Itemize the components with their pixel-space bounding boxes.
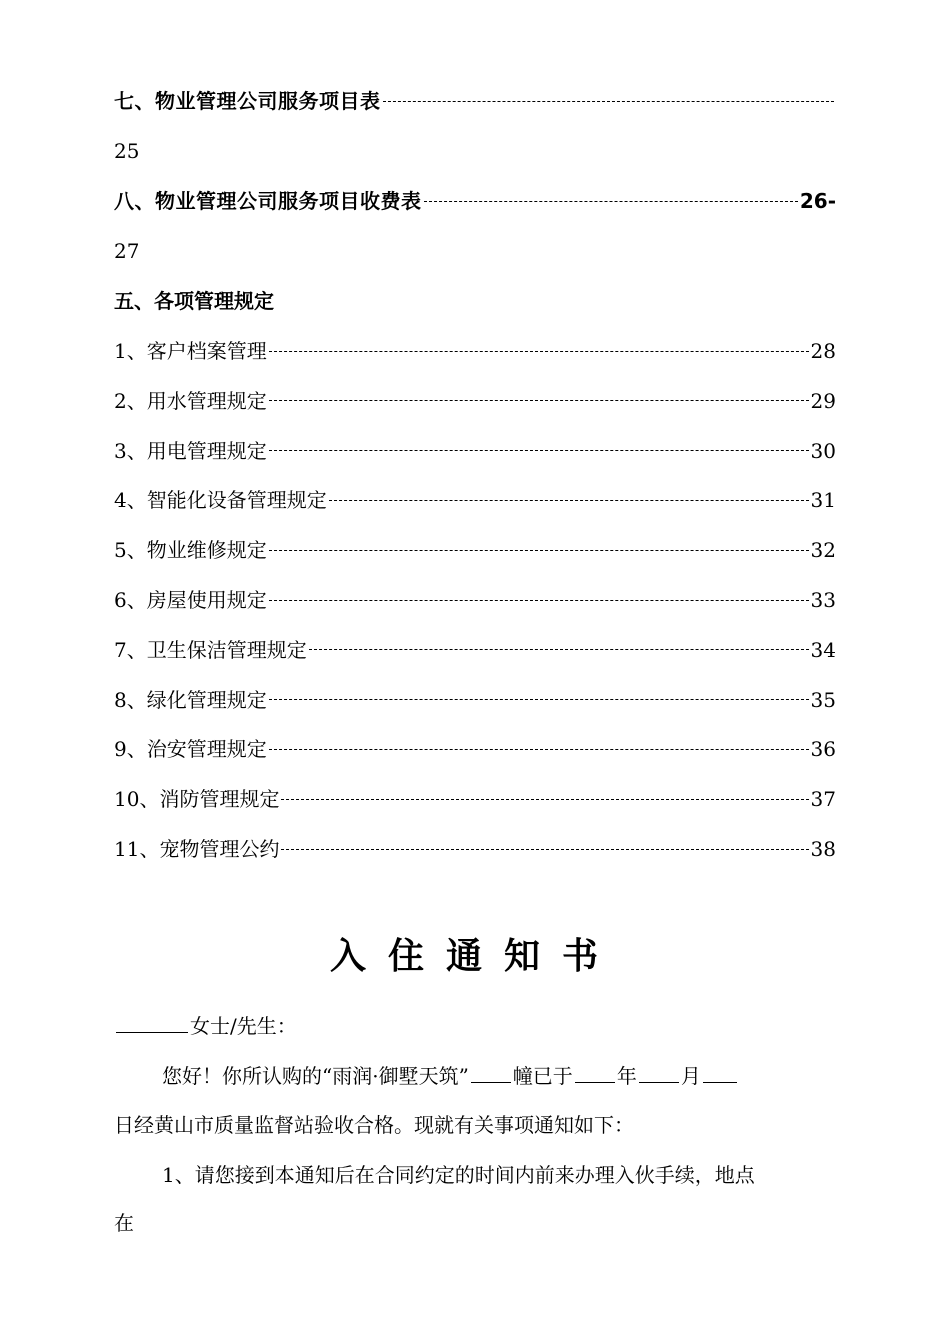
paragraph-1-line-2: 日经黄山市质量监督站验收合格。现就有关事项通知如下： <box>114 1113 634 1137</box>
toc-leader <box>424 201 798 202</box>
toc-label: 6、房屋使用规定 <box>114 588 267 612</box>
toc-leader <box>269 450 809 451</box>
toc-page: 34 <box>810 637 836 662</box>
toc-leader <box>269 600 809 601</box>
text-span: 年 <box>616 1064 637 1088</box>
toc-page: 31 <box>810 488 836 513</box>
toc-leader <box>309 649 809 650</box>
salutation-text: 女士/先生： <box>190 1014 297 1038</box>
toc-leader <box>269 749 809 750</box>
year-blank[interactable] <box>575 1060 615 1083</box>
toc-item[interactable] <box>114 685 836 715</box>
toc-leader <box>329 500 809 501</box>
toc-page: 30 <box>810 438 836 463</box>
toc-page-wrap: 27 <box>114 239 140 263</box>
toc-label: 9、治安管理规定 <box>114 737 267 762</box>
toc-item[interactable] <box>114 585 836 615</box>
toc-label: 10、消防管理规定 <box>114 787 280 812</box>
page-title: 入住通知书 <box>329 936 620 977</box>
toc-page: 26- <box>799 189 836 213</box>
toc-label: 7、卫生保洁管理规定 <box>114 637 307 662</box>
toc-item[interactable] <box>114 436 836 466</box>
toc-label: 11、宠物管理公约 <box>114 837 280 861</box>
toc-item[interactable] <box>114 834 836 864</box>
toc-page: 35 <box>810 687 836 712</box>
toc-page: 29 <box>810 388 836 413</box>
paragraph-2-line-2: 在 <box>114 1211 134 1235</box>
toc-leader <box>269 699 809 700</box>
toc-leader <box>281 799 808 800</box>
toc-page: 38 <box>810 837 836 861</box>
day-blank[interactable] <box>703 1060 737 1083</box>
salutation <box>114 1010 836 1041</box>
toc-item[interactable] <box>114 485 836 515</box>
toc-page: 33 <box>810 588 836 612</box>
text-span: 您好！你所认购的“雨润·御墅天筑” <box>162 1064 469 1088</box>
toc-label: 8、绿化管理规定 <box>114 687 267 712</box>
toc-item[interactable] <box>114 336 836 366</box>
toc-leader <box>383 101 835 102</box>
building-blank[interactable] <box>471 1060 511 1083</box>
toc-label: 5、物业维修规定 <box>114 538 267 563</box>
toc-item[interactable] <box>114 635 836 665</box>
toc-leader <box>269 400 809 401</box>
toc-page: 28 <box>810 339 836 363</box>
paragraph-2-line-1: 1、请您接到本通知后在合同约定的时间内前来办理入伙手续，地点 <box>162 1163 755 1187</box>
toc-label: 1、客户档案管理 <box>114 339 267 363</box>
toc-leader <box>281 849 808 850</box>
toc-page: 36 <box>810 737 836 762</box>
toc-item[interactable] <box>114 386 836 416</box>
paragraph-1-line-1 <box>114 1060 836 1091</box>
toc-leader <box>269 351 809 352</box>
toc-page: 32 <box>810 538 836 563</box>
toc-label: 2、用水管理规定 <box>114 388 267 413</box>
text-span: 幢已于 <box>512 1064 573 1088</box>
toc-label: 4、智能化设备管理规定 <box>114 488 327 513</box>
toc-page-wrap: 25 <box>114 139 140 163</box>
toc-section-heading: 五、各项管理规定 <box>114 289 274 313</box>
toc-page: 37 <box>810 787 836 812</box>
toc-item[interactable] <box>114 535 836 565</box>
toc-item[interactable] <box>114 784 836 814</box>
text-span: 月 <box>680 1064 701 1088</box>
toc-label: 3、用电管理规定 <box>114 438 267 463</box>
toc-leader <box>269 550 809 551</box>
toc-item[interactable] <box>114 734 836 764</box>
name-blank[interactable] <box>116 1010 188 1033</box>
month-blank[interactable] <box>639 1060 679 1083</box>
toc-label: 七、物业管理公司服务项目表 <box>114 89 381 113</box>
toc-row-service-fees[interactable] <box>114 186 836 216</box>
toc-label: 八、物业管理公司服务项目收费表 <box>114 189 422 213</box>
toc-row-service-items[interactable] <box>114 86 836 116</box>
